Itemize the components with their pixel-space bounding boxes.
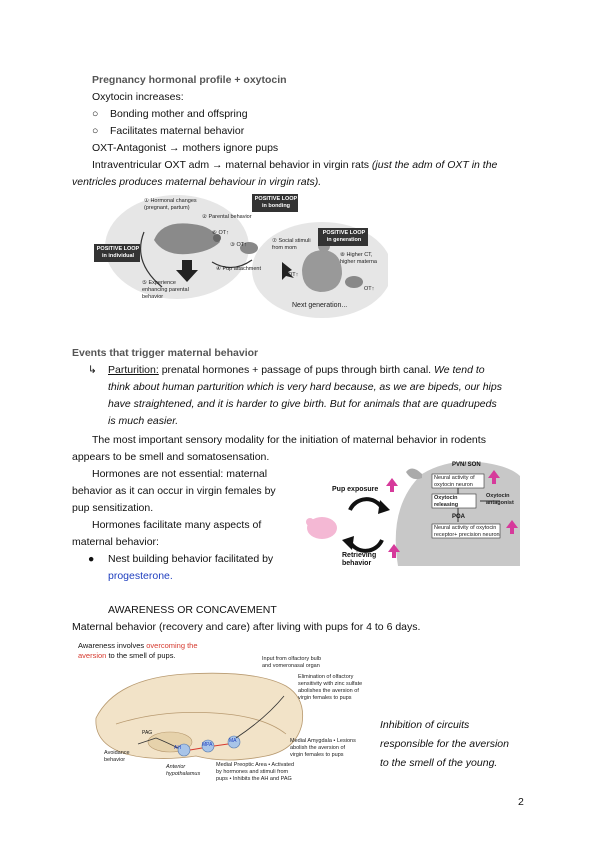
social-stimuli-label: ⑦ Social stimuli from mom [272, 238, 311, 251]
nest-text: Nest building behavior facilitated by [108, 553, 274, 565]
awareness-text: Maternal behavior (recovery and care) after living with pups for 4 to 6 days. [72, 621, 421, 633]
positive-loop-figure [92, 192, 388, 320]
oxt-label: ⑥ OT↑ [212, 230, 229, 236]
input-olfactory-label: Input from olfactory bulb and vomeronasal organ [262, 656, 322, 669]
pvn-label: PVN/ SON [452, 462, 481, 468]
parturition-note: We tend to [434, 364, 485, 376]
elimination-label: Elimination of olfactory sensitivity with zinc sulfate abolishes the aversion of virgin females to pups [298, 674, 363, 701]
ah-label: AH [174, 745, 181, 751]
facilitate-text-cont: maternal behavior: [72, 536, 159, 548]
list-item: ● Nest building behavior facilitated by [88, 553, 274, 565]
loop-individual-label: POSITIVE LOOP in individual [96, 246, 140, 259]
arrow-glyph: ↳ [88, 364, 97, 376]
side-note-line: to the smell of the young. [380, 757, 498, 769]
oxytocin-releasing-label: Oxytocin releasing [434, 495, 459, 508]
hormonal-label: ① Hormonal changes (pregnant, partum) [144, 198, 197, 211]
section-heading-pregnancy: Pregnancy hormonal profile + oxytocin [92, 74, 287, 86]
intraventricular-note-cont: ventricles produces maternal behaviour in virgin rats). [72, 176, 322, 188]
mpa-label: MPA [202, 742, 213, 748]
parturition-desc: prenatal hormones + passage of pups through birth canal. [158, 364, 435, 376]
caption-text: Awareness involves [78, 641, 147, 650]
poa-label: POA [452, 514, 466, 520]
loop-bonding-label: POSITIVE LOOP in bonding [254, 196, 298, 209]
ma-label: MA [229, 738, 237, 744]
oxytocin-circuit-figure [302, 456, 528, 574]
parturition-note-cont: think about human parturition which is very hard because, as we are bipeds, our hips [108, 381, 502, 393]
facilitate-text: Hormones facilitate many aspects of [92, 519, 262, 531]
progesterone-text: progesterone. [108, 570, 173, 582]
hormones-text-cont: behavior as it can occur in virgin females by [72, 485, 276, 497]
higher-ct-label: ⑧ Higher CT, higher materna [340, 252, 377, 265]
oxt-label: OT↑ [364, 286, 375, 292]
intraventricular-main: Intraventricular OXT adm → maternal behavior in virgin rats [92, 159, 372, 171]
parental-label: ② Parental behavior [202, 214, 252, 220]
page-number: 2 [518, 796, 524, 808]
loop-generation-label: POSITIVE LOOP in generation [322, 230, 366, 243]
retrieving-label: Retrieving behavior [342, 552, 377, 567]
pup-exposure-label: Pup exposure [332, 486, 379, 493]
avoidance-label: Avoidance behavior [104, 750, 130, 763]
neural-activity-poa-label: Neural activity of oxytocin receptor+ precision neuron [434, 525, 500, 538]
side-note-line: Inhibition of circuits [380, 719, 470, 731]
medial-amygdala-label: Medial Amygdala • Lesions abolish the aversion of virgin females to pups [290, 738, 356, 758]
oxytocin-increases-label: Oxytocin increases: [92, 91, 184, 103]
hormones-text-cont: pup sensitization. [72, 502, 154, 514]
caption-highlight: aversion [78, 651, 107, 660]
pag-label: PAG [142, 730, 153, 736]
section-heading-events: Events that trigger maternal behavior [72, 347, 259, 359]
experience-label: ⑤ Experience enhancing parental behavior [142, 280, 189, 300]
anterior-hypothalamus-label: Anterior hypothalamus [166, 764, 201, 777]
section-heading-awareness: AWARENESS OR CONCAVEMENT [108, 604, 277, 616]
neural-activity-pvn-label: Neural activity of oxytocin neuron [434, 475, 475, 488]
side-note-line: responsible for the aversion [380, 738, 509, 750]
caption-text: to the smell of pups. [106, 651, 176, 660]
intraventricular-text [92, 157, 497, 173]
parturition-label: Parturition: [108, 364, 159, 376]
antagonist-text: OXT-Antagonist → mothers ignore pups [92, 142, 279, 154]
bullet-text: Bonding mother and offspring [110, 108, 248, 120]
sensory-text-cont: appears to be smell and somatosensation. [72, 451, 270, 463]
caption-highlight: overcoming the [146, 641, 198, 650]
aversion-circuit-figure [76, 638, 366, 798]
parturition-note-cont: is much easier. [108, 415, 179, 427]
sensory-text: The most important sensory modality for the initiation of maternal behavior in rodents [92, 434, 486, 446]
next-generation-label: Next generation... [292, 302, 348, 309]
hormones-text: Hormones are not essential: maternal [92, 468, 268, 480]
intraventricular-note: (just the adm of OXT in the [371, 159, 498, 171]
oxytocin-antagonist-label: Oxytocin antagonist [486, 493, 514, 506]
medial-preoptic-label: Medial Preoptic Area • Activated by hormones and stimuli from pups • Inhibits the AH and PAG [216, 762, 295, 782]
oxt-label: ③ OT↑ [230, 242, 247, 248]
pup-attachment-label: ④ Pup attachment [216, 266, 261, 272]
oxt-label: OT↑ [288, 272, 299, 278]
oxytocin-circuit-diagram [302, 456, 528, 574]
bullet-text: Facilitates maternal behavior [110, 125, 245, 137]
parturition-text [108, 362, 485, 378]
parturition-note-cont: have straightened, and it is harder to give birth. But for animals that are quadrupeds [108, 398, 497, 410]
list-item: ○ Bonding mother and offspring [92, 108, 248, 120]
list-item: ○ Facilitates maternal behavior [92, 125, 245, 137]
